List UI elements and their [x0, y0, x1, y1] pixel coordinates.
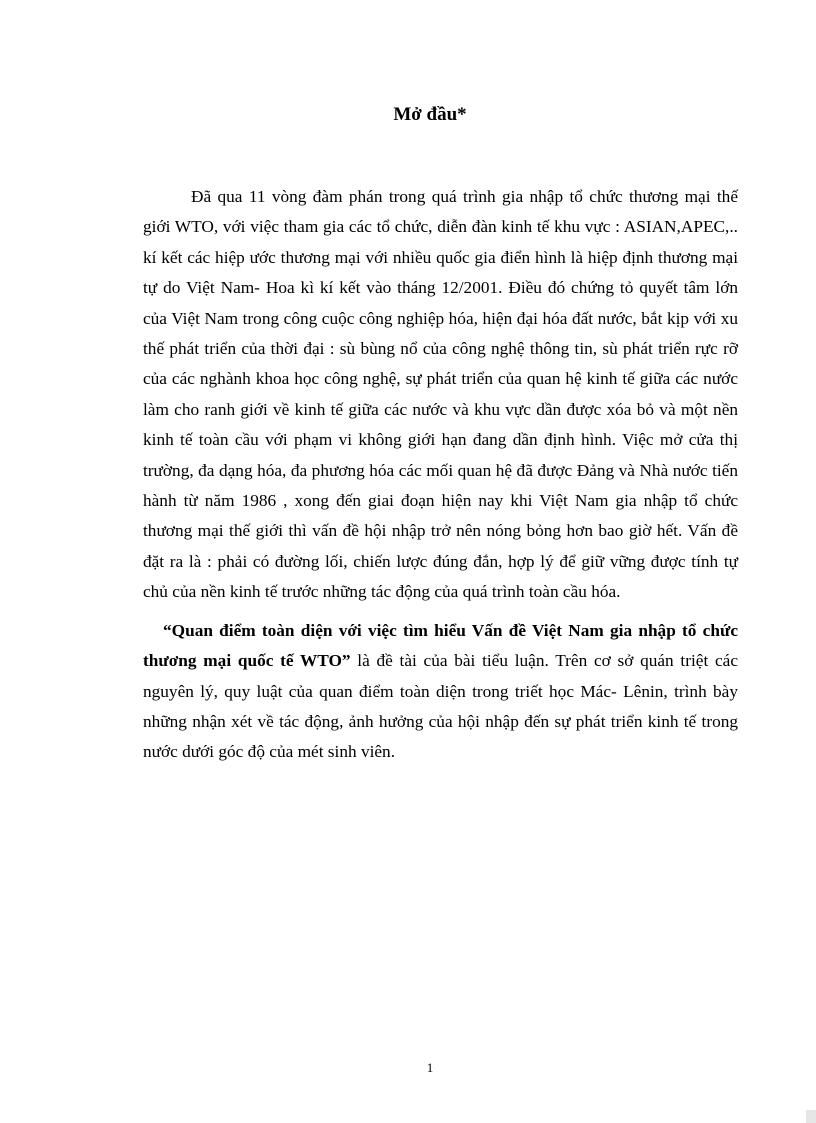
paragraph-topic — [143, 616, 738, 768]
page-corner-mark — [806, 1110, 816, 1123]
topic-title: “Quan điểm toàn diện với việc tìm hiểu Vấn đề Việt Nam gia nhập tổ chức thương mại quốc tế WTO” — [143, 620, 738, 671]
page-number: 1 — [426, 1060, 434, 1075]
body-text — [143, 182, 738, 768]
paragraph-intro: Đã qua 11 vòng đàm phán trong quá trình gia nhập tổ chức thương mại thế giới WTO, với việc tham gia các tổ chức, diễn đàn kinh tế khu vực : ASIAN,APEC,.. kí kết các hiệp ước thương mại với nhiều quốc gia điển hình là hiệp định thương mại tự do Việt Nam- Hoa kì kí kết vào tháng 12/2001. Điều đó chứng tỏ quyết tâm lớn của Việt Nam trong công cuộc công nghiệp hóa, hiện đại hóa đất nước, bắt kịp với xu thế phát triển của thời đại : sù bùng nổ của công nghệ thông tin, sù phát triển rực rỡ của các nghành khoa học công nghệ, sự phát triển của quan hệ kinh tế giữa các nước làm cho ranh giới về kinh tế giữa các nước và khu vực dần được xóa bỏ và một nền kinh tế toàn cầu với phạm vi không giới hạn đang dần định hình. Việc mở cửa thị trường, đa dạng hóa, đa phương hóa các mối quan hệ đã được Đảng và Nhà nước tiến hành từ năm 1986 , xong đến giai đoạn hiện nay khi Việt Nam gia nhập tổ chức thương mại thế giới thì vấn đề hội nhập trở nên nóng bỏng hơn bao giờ hết. Vấn đề đặt ra là : phải có đường lối, chiến lược đúng đắn, hợp lý để giữ vững được tính tự chủ của nền kinh tế trước những tác động của quá trình toàn cầu hóa. — [143, 187, 738, 602]
page-title: Mở đầu* — [393, 104, 467, 125]
topic-description: là đề tài của bài tiểu luận. Trên cơ sở quán triệt các nguyên lý, quy luật của quan điểm toàn diện trong triết học Mác- Lênin, trình bày những nhận xét về tác động, ảnh hưởng của hội nhập đến sự phát triển kinh tế trong nước dưới góc độ của mét sinh viên. — [143, 651, 738, 762]
